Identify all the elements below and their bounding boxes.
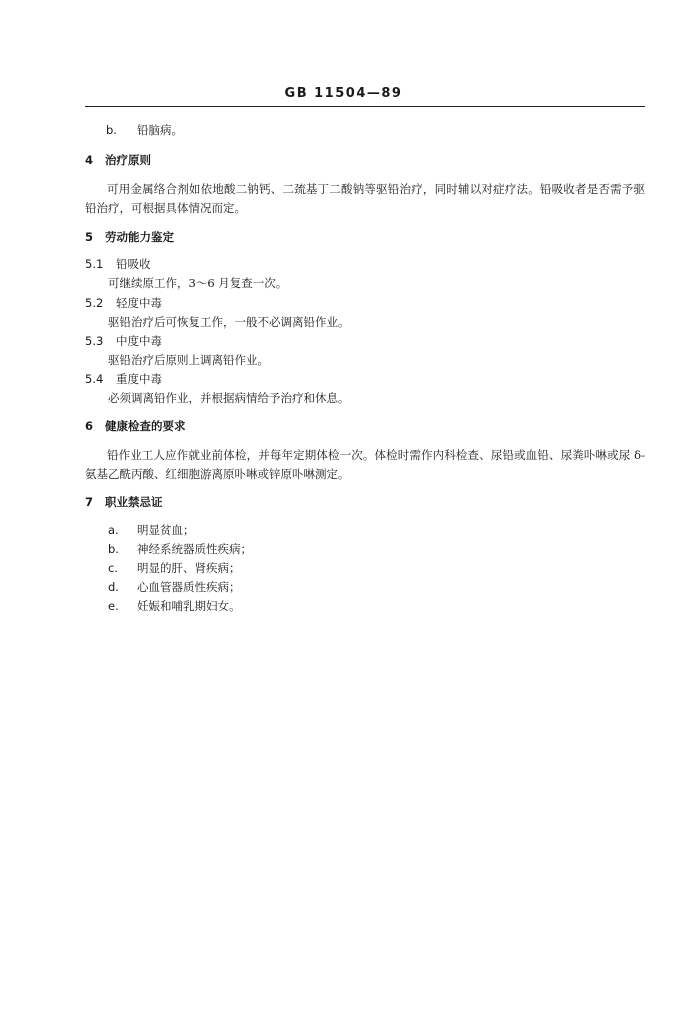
list-item <box>106 122 183 138</box>
list-item-text: 妊娠和哺乳期妇女。 <box>137 599 241 613</box>
list-marker: b. <box>106 123 117 137</box>
list-item <box>108 522 195 538</box>
subsection-title: 铅吸收 <box>116 257 151 271</box>
section-title: 职业禁忌证 <box>105 495 163 509</box>
subsection-heading <box>85 371 162 387</box>
subsection-title: 轻度中毒 <box>116 296 162 310</box>
subsection-number: 5.2 <box>85 296 104 310</box>
list-item <box>108 560 241 576</box>
section-title: 治疗原则 <box>105 153 151 167</box>
section-heading <box>85 418 186 434</box>
section-number: 4 <box>85 153 94 167</box>
list-marker: b. <box>108 542 119 556</box>
list-marker: e. <box>108 599 119 613</box>
section-heading <box>85 229 174 245</box>
subsection-title: 中度中毒 <box>116 334 162 348</box>
subsection-body: 必须调离铅作业，并根据病情给予治疗和休息。 <box>108 391 350 405</box>
list-item <box>108 598 241 614</box>
list-marker: d. <box>108 580 119 594</box>
section-paragraph: 铅作业工人应作就业前体检，并每年定期体检一次。体检时需作内科检查、尿铅或血铅、尿粪卟啉或尿 δ-氨基乙酰丙酸、红细胞游离原卟啉或锌原卟啉测定。 <box>85 448 645 481</box>
subsection-body: 可继续原工作，3～6 月复查一次。 <box>108 276 288 290</box>
section-number: 6 <box>85 419 94 433</box>
subsection-heading <box>85 333 162 349</box>
subsection-heading <box>85 256 151 272</box>
list-item-text: 铅脑病。 <box>137 123 183 137</box>
section-heading <box>85 494 163 510</box>
list-item-text: 明显贫血； <box>137 523 195 537</box>
list-item <box>108 541 252 557</box>
header-rule <box>85 106 645 107</box>
subsection-title: 重度中毒 <box>116 372 162 386</box>
list-item-text: 明显的肝、肾疾病； <box>137 561 241 575</box>
list-marker: c. <box>108 561 118 575</box>
section-paragraph: 可用金属络合剂如依地酸二钠钙、二巯基丁二酸钠等驱铅治疗，同时辅以对症疗法。铅吸收者是否需予驱铅治疗，可根据具体情况而定。 <box>85 182 645 215</box>
section-title: 劳动能力鉴定 <box>105 230 174 244</box>
section-number: 7 <box>85 495 94 509</box>
list-marker: a. <box>108 523 119 537</box>
subsection-number: 5.4 <box>85 372 104 386</box>
section-number: 5 <box>85 230 94 244</box>
section-title: 健康检查的要求 <box>105 419 186 433</box>
list-item <box>108 579 241 595</box>
subsection-heading <box>85 295 162 311</box>
subsection-number: 5.3 <box>85 334 104 348</box>
subsection-number: 5.1 <box>85 257 104 271</box>
subsection-body: 驱铅治疗后原则上调离铅作业。 <box>108 353 269 367</box>
section-heading <box>85 152 151 168</box>
list-item-text: 心血管器质性疾病； <box>137 580 241 594</box>
document-code-header: GB 11504—89 <box>284 86 403 101</box>
subsection-body: 驱铅治疗后可恢复工作，一般不必调离铅作业。 <box>108 315 350 329</box>
list-item-text: 神经系统器质性疾病； <box>137 542 252 556</box>
